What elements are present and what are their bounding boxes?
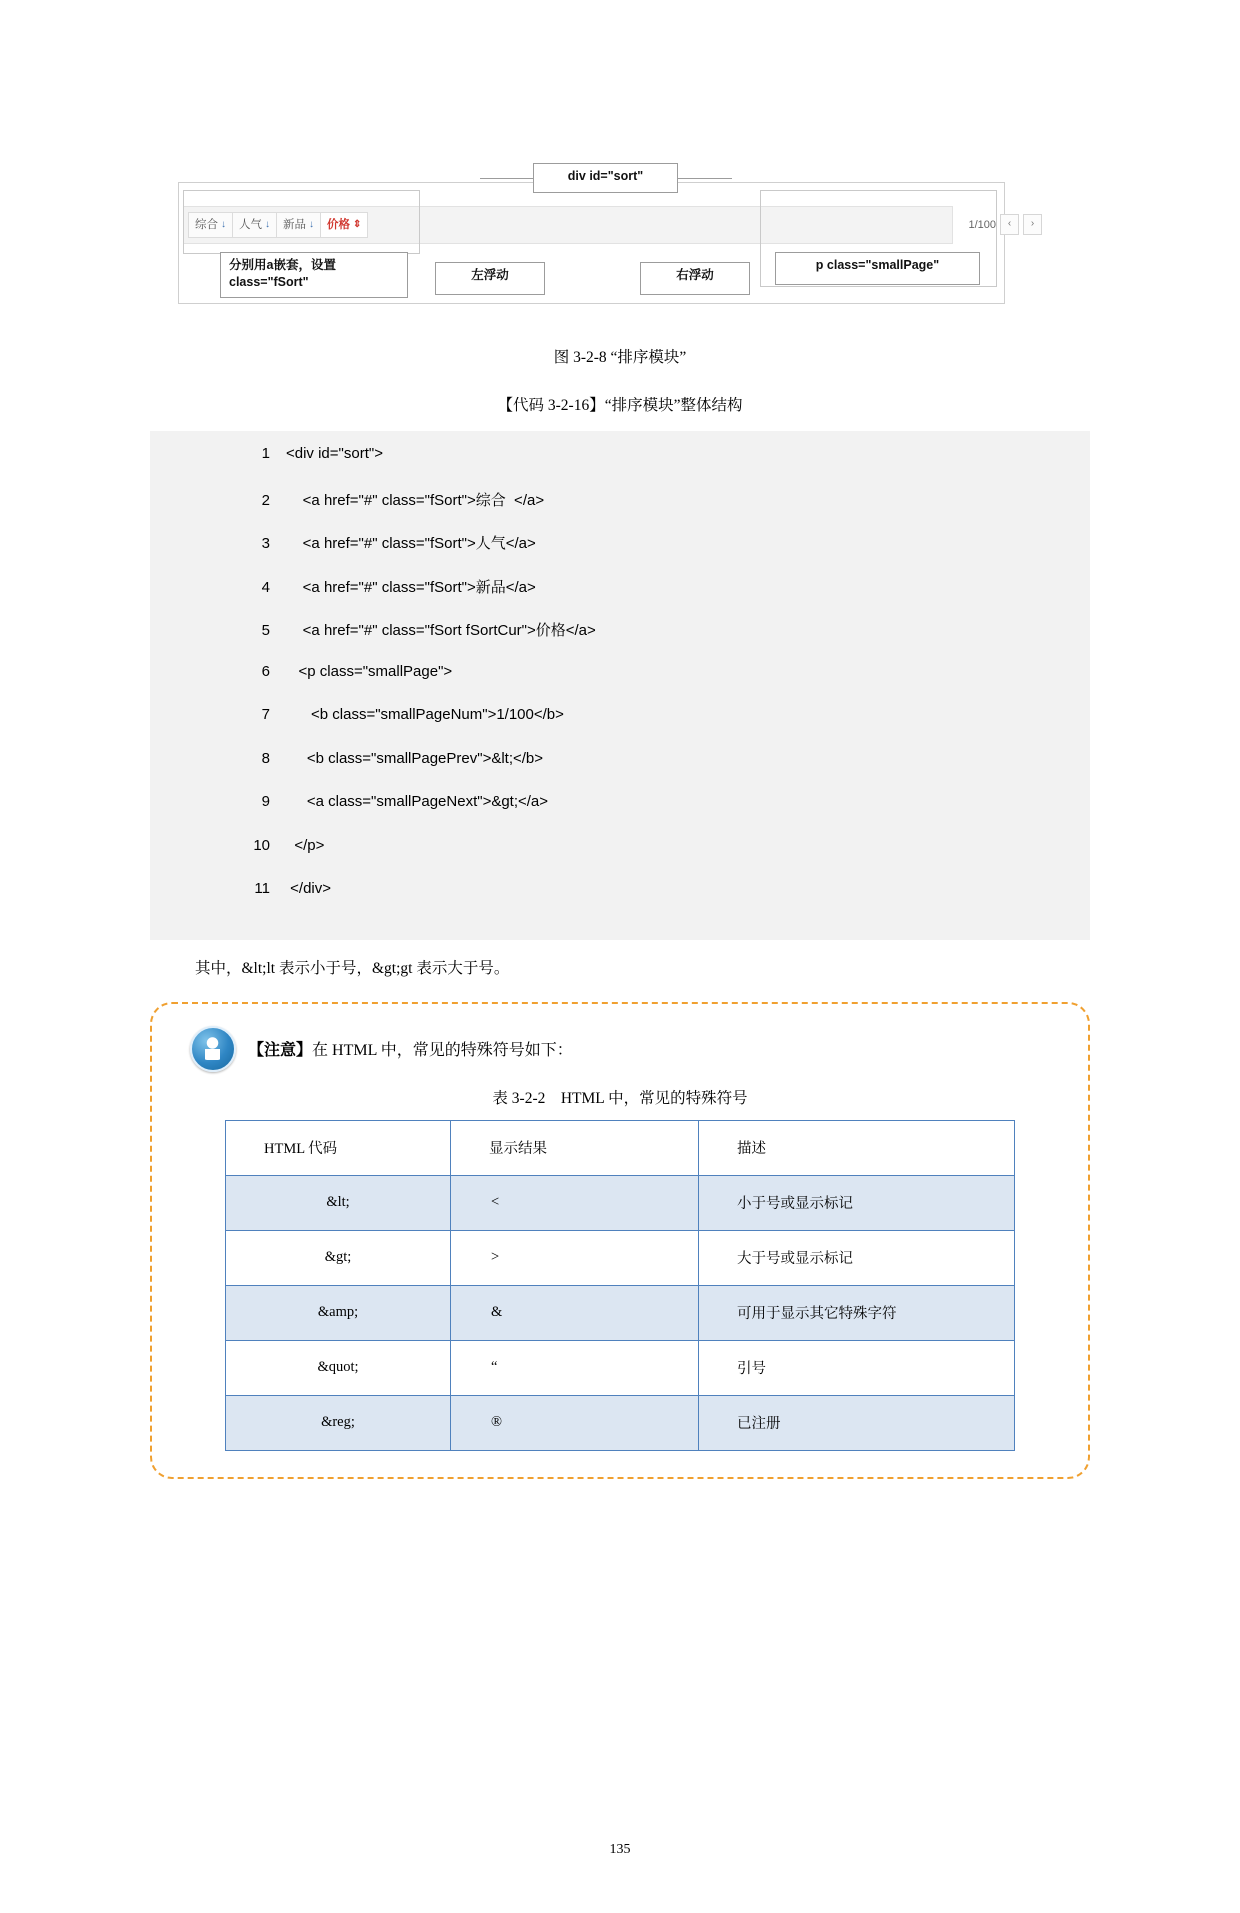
cell-code: &amp; <box>226 1285 451 1340</box>
table-row <box>226 1175 1015 1230</box>
code-line-number: 5 <box>261 622 270 639</box>
info-person-icon <box>190 1026 236 1072</box>
arrow-updown-icon: ⇕ <box>353 219 362 230</box>
cell-desc: 可用于显示其它特殊字符 <box>699 1285 1015 1340</box>
table-row <box>226 1285 1015 1340</box>
cell-desc: 小于号或显示标记 <box>699 1175 1015 1230</box>
table-header-desc: 描述 <box>699 1120 1015 1175</box>
cell-desc: 引号 <box>699 1340 1015 1395</box>
note-label: 【注意】 <box>248 1042 313 1059</box>
document-page <box>0 160 1240 1913</box>
table-row <box>226 1340 1015 1395</box>
code-line-text: <a href="#" class="fSort">综合 </a> <box>286 491 545 509</box>
code-line-number: 2 <box>261 491 270 509</box>
page-number: 135 <box>609 1842 631 1857</box>
special-characters-table <box>225 1120 1015 1451</box>
sort-tab-label: 综合 <box>195 219 218 231</box>
callout-fsort: 分别用a嵌套，设置 class="fSort" <box>220 252 408 298</box>
small-page-prev-button[interactable]: ‹ <box>1000 214 1019 235</box>
cell-code: &reg; <box>226 1395 451 1450</box>
code-line-number: 7 <box>261 706 270 723</box>
code-line-number: 4 <box>261 578 270 596</box>
code-line-number: 3 <box>261 535 270 552</box>
code-line <box>150 663 1090 707</box>
figure-fsort-group-box <box>183 190 420 254</box>
code-line <box>150 837 1090 881</box>
code-line <box>150 576 1090 620</box>
code-line-text: </p> <box>286 836 325 854</box>
table-row <box>226 1395 1015 1450</box>
code-line <box>150 880 1090 924</box>
code-line-text: <b class="smallPagePrev">&lt;</b> <box>286 749 544 767</box>
code-line <box>150 445 1090 489</box>
code-line <box>150 706 1090 750</box>
code-line-text: <a href="#" class="fSort">新品</a> <box>286 578 536 596</box>
note-box <box>150 1002 1090 1479</box>
code-line-text: <a class="smallPageNext">&gt;</a> <box>286 793 549 810</box>
code-line-number: 6 <box>261 662 270 680</box>
cell-result: > <box>451 1230 699 1285</box>
code-line-text: <p class="smallPage"> <box>286 662 453 680</box>
code-title: 【代码 3-2-16】“排序模块”整体结构 <box>497 397 743 414</box>
cell-desc: 已注册 <box>699 1395 1015 1450</box>
sort-tab-label: 人气 <box>239 219 262 231</box>
small-page-num: 1/100 <box>968 218 996 231</box>
table-header-code: HTML 代码 <box>226 1120 451 1175</box>
code-block <box>150 431 1090 940</box>
sort-tab-label: 价格 <box>327 219 350 231</box>
cell-code: &lt; <box>226 1175 451 1230</box>
note-header-text <box>248 1037 573 1060</box>
arrow-down-icon: ↓ <box>309 219 314 230</box>
cell-desc: 大于号或显示标记 <box>699 1230 1015 1285</box>
code-line <box>150 793 1090 837</box>
cell-code: &gt; <box>226 1230 451 1285</box>
cell-result: “ <box>451 1340 699 1395</box>
code-line-text: <a href="#" class="fSort fSortCur">价格</a> <box>286 622 596 639</box>
small-page-next-button[interactable]: › <box>1023 214 1042 235</box>
code-line-number: 9 <box>261 793 270 810</box>
sort-tab-label: 新品 <box>283 219 306 231</box>
code-line-text: <div id="sort"> <box>286 445 383 462</box>
figure-caption: 图 3-2-8 “排序模块” <box>553 349 687 366</box>
note-header <box>152 1026 1088 1072</box>
code-line-number: 11 <box>254 880 270 897</box>
note-text: 在 HTML 中，常见的特殊符号如下： <box>312 1042 573 1059</box>
callout-p-smallpage: p class="smallPage" <box>775 252 980 285</box>
code-after-text: 其中，&lt;lt 表示小于号，&gt;gt 表示大于号。 <box>195 959 510 977</box>
table-header-result: 显示结果 <box>451 1120 699 1175</box>
arrow-down-icon: ↓ <box>265 219 270 230</box>
cell-result: < <box>451 1175 699 1230</box>
code-line-number: 1 <box>261 445 270 462</box>
code-line-text: <b class="smallPageNum">1/100</b> <box>286 706 564 723</box>
callout-left-float: 左浮动 <box>435 262 545 295</box>
callout-right-float: 右浮动 <box>640 262 750 295</box>
code-line <box>150 489 1090 533</box>
callout-div-sort: div id="sort" <box>533 163 678 193</box>
table-row <box>226 1230 1015 1285</box>
code-line-number: 8 <box>261 749 270 767</box>
table-title: 表 3-2-2 HTML 中，常见的特殊符号 <box>492 1089 748 1107</box>
cell-result: ® <box>451 1395 699 1450</box>
cell-code: &quot; <box>226 1340 451 1395</box>
code-line <box>150 750 1090 794</box>
table-header-row <box>226 1120 1015 1175</box>
cell-result: & <box>451 1285 699 1340</box>
code-line <box>150 532 1090 576</box>
arrow-down-icon: ↓ <box>221 219 226 230</box>
code-line-text: <a href="#" class="fSort">人气</a> <box>286 535 536 552</box>
code-line-number: 10 <box>253 836 270 854</box>
figure-sort-module <box>150 160 1090 325</box>
code-line-text: </div> <box>286 880 332 897</box>
code-line <box>150 619 1090 663</box>
